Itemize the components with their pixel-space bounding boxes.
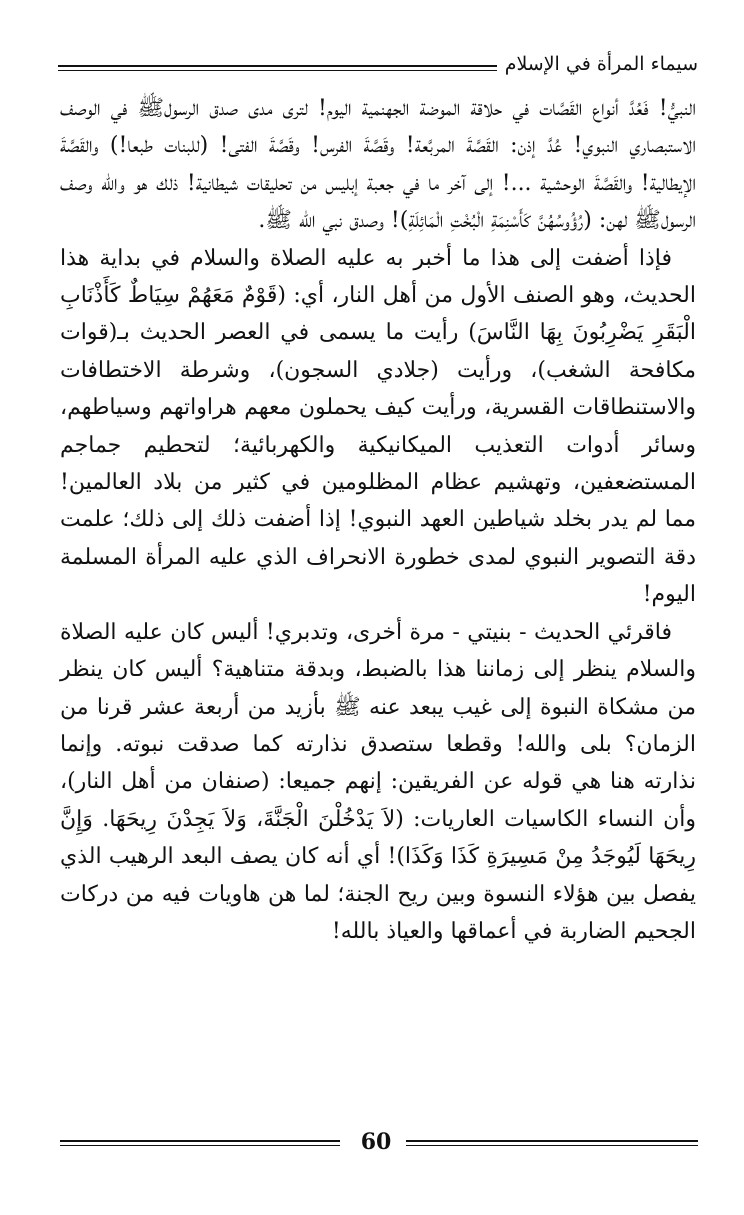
footer-rule-right [406, 1140, 698, 1146]
page-footer [60, 1128, 698, 1158]
book-title: سيماء المرأة في الإسلام [497, 52, 698, 76]
running-header [58, 52, 698, 82]
footer-rule-left [60, 1140, 340, 1146]
body-text [60, 90, 696, 950]
paragraph-2: فإذا أضفت إلى هذا ما أخبر به عليه الصلاة والسلام في بداية هذا الحديث، وهو الصنف الأول من أهل النار، أي: (قَوْمٌ مَعَهُمْ سِيَاطٌ كَأَذْنَابِ الْبَقَرِ يَضْرِبُونَ بِهَا النَّاسَ) رأيت ما يسمى في العصر الحديث بـ(قوات مكافحة الشغب)، ورأيت (جلادي السجون)، وشرطة الاختطافات والاستنطاقات القسرية، ورأيت كيف يحملون معهم هراواتهم وسياطهم، وسائر أدوات التعذيب الميكانيكية والكهربائية؛ لتحطيم جماجم المستضعفين، وتهشيم عظام المظلومين في كثير من بلاد العالمين! مما لم يدر بخلد شياطين العهد النبوي! إذا أضفت ذلك إلى ذلك؛ علمت دقة التصوير النبوي لمدى خطورة الانحراف الذي عليه المرأة المسلمة اليوم! [60, 245, 696, 608]
header-rule [58, 65, 518, 71]
page-number: 60 [360, 1129, 392, 1155]
paragraph-1: النبيُّ! فَعُدَّ أنواع القَصَّات في حلاقة الموضة الجهنمية اليوم! لترى مدى صدق الرسولﷺ في الوصف الاستبصاري النبوي! عُدَّ إذن: القَصَّةَ المربَّعة! وقَصَّةَ الفرس! وقَصَّةَ الفتى! (للبنات طبعا!) والقَصَّةَ الإيطالية! والقَصَّةَ الوحشية ...! إلى آخر ما في جعبة إبليس من تحليقات شيطانية! ذلك هو والله وصف الرسولﷺ لهن: (رُؤُوسُهُنَّ كَأَسْنِمَةِ الْبُخْتِ الْمَائِلَةِ)! وصدق نبي الله ﷺ. [60, 96, 696, 234]
paragraph-3: فاقرئي الحديث - بنيتي - مرة أخرى، وتدبري! أليس كان عليه الصلاة والسلام ينظر إلى زماننا هذا بالضبط، وبدقة متناهية؟ أليس كان ينظر من مشكاة النبوة إلى غيب يبعد عنه ﷺ بأزيد من أربعة عشر قرنا من الزمان؟ بلى والله! وقطعا ستصدق نذارته كما صدقت نبوته. وإنما نذارته هنا هي قوله عن الفريقين: إنهم جميعا: (صنفان من أهل النار)، وأن النساء الكاسيات العاريات: (لاَ يَدْخُلْنَ الْجَنَّةَ، وَلاَ يَجِدْنَ رِيحَهَا. وَإِنَّ رِيحَهَا لَيُوجَدُ مِنْ مَسِيرَةِ كَذَا وَكَذَا)! أي أنه كان يصف البعد الرهيب الذي يفصل بين هؤلاء النسوة وبين ريح الجنة؛ لما هن هاويات فيه من دركات الجحيم الضاربة في أعماقها والعياذ بالله! [60, 619, 696, 944]
